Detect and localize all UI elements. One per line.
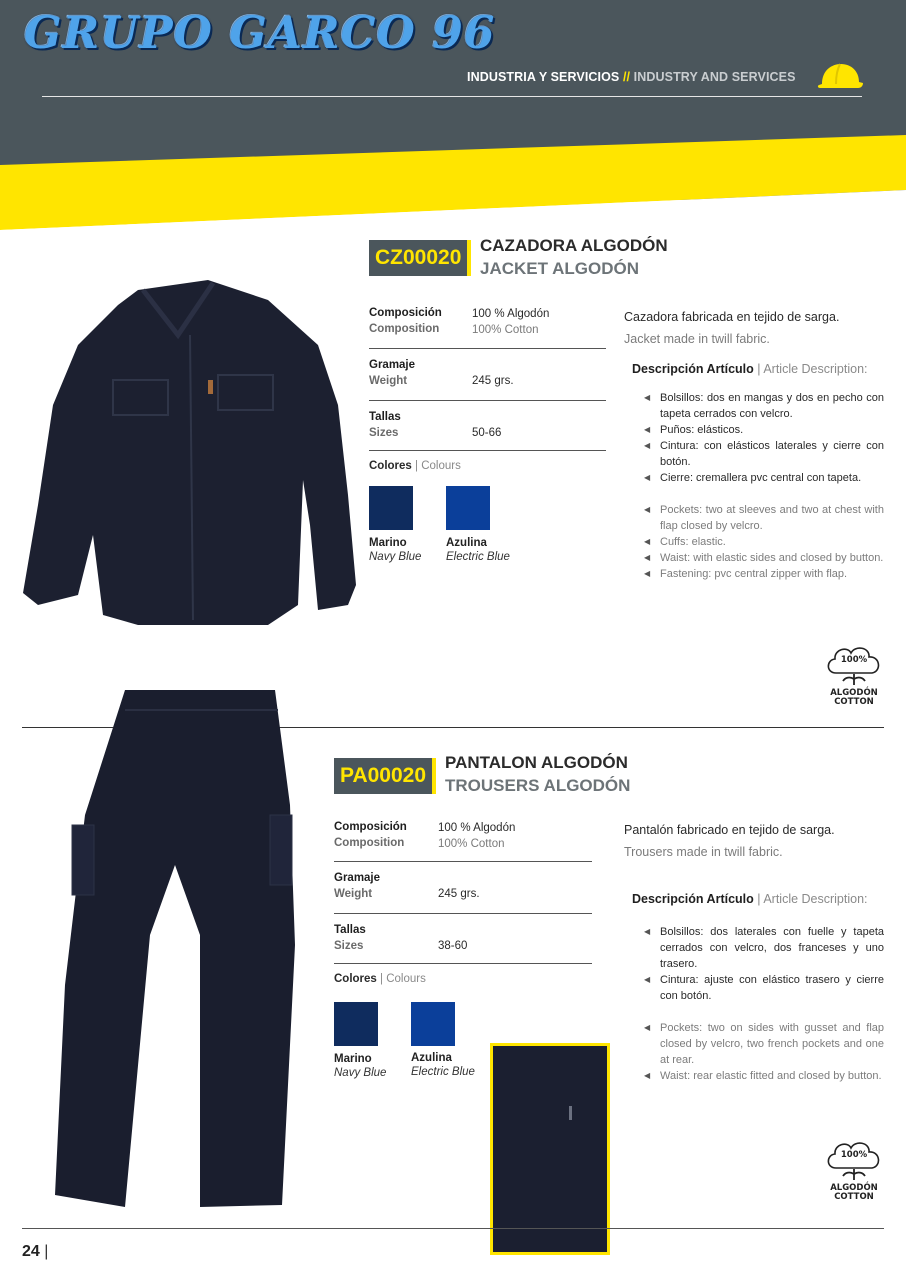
swatch-navy-blue[interactable] xyxy=(334,1002,378,1046)
spec-divider xyxy=(334,861,592,862)
colours-heading: Colores | Colours xyxy=(369,460,461,472)
badge-label-en: COTTON xyxy=(834,1192,874,1202)
list-item: ◀ Pockets: two at sleeves and two at chest with flap closed by velcro. xyxy=(644,502,884,534)
composition-label-es: Composición xyxy=(369,307,442,319)
list-item: ◀ Pockets: two on sides with gusset and flap closed by velcro, two french pockets and one at rear. xyxy=(644,1020,884,1068)
swatch-electric-blue[interactable] xyxy=(411,1002,455,1046)
list-item: ◀ Cintura: con elásticos laterales y cierre con botón. xyxy=(644,438,884,470)
list-item: ◀ Cuffs: elastic. xyxy=(644,534,884,550)
list-item: ◀ Puños: elásticos. xyxy=(644,422,884,438)
header-tagline xyxy=(467,70,796,84)
colours-label-es: Colores xyxy=(334,973,377,985)
weight-label-en: Weight xyxy=(369,375,408,387)
header-divider xyxy=(42,96,862,97)
composition-value-es: 100 % Algodón xyxy=(438,822,516,834)
colour-name-en: Navy Blue xyxy=(334,1067,387,1079)
composition-value-en: 100% Cotton xyxy=(472,324,539,336)
company-logo[interactable]: GRUPO GARCO 96 xyxy=(24,8,496,59)
badge-label-es: ALGODÓN xyxy=(830,688,878,698)
description-en: Trousers made in twill fabric. xyxy=(624,845,783,859)
composition-label-en: Composition xyxy=(369,323,440,335)
composition-label-es: Composición xyxy=(334,821,407,833)
colour-name-es: Marino xyxy=(369,537,407,549)
sizes-value: 38-60 xyxy=(438,940,468,952)
weight-label-es: Gramaje xyxy=(334,872,381,884)
sizes-value: 50-66 xyxy=(472,427,502,439)
features-list-es xyxy=(644,924,884,1004)
badge-label-en: COTTON xyxy=(834,697,874,707)
features-list-en xyxy=(644,1020,884,1084)
colour-name-es: Azulina xyxy=(446,537,487,549)
article-heading-en: Article Description: xyxy=(763,362,868,376)
swatch-navy-blue[interactable] xyxy=(369,486,413,530)
page-number: 24 | xyxy=(22,1243,49,1260)
colour-name-es: Azulina xyxy=(411,1052,452,1064)
colour-name-en: Electric Blue xyxy=(446,551,510,563)
features-list-es xyxy=(644,390,884,486)
trousers-detail-image xyxy=(490,1043,610,1255)
article-description-heading: Descripción Artículo | Article Description: xyxy=(632,892,868,906)
page-number-value: 24 xyxy=(22,1243,40,1260)
article-description-heading: Descripción Artículo | Article Description: xyxy=(632,362,868,376)
tagline-en: INDUSTRY AND SERVICES xyxy=(633,70,796,84)
description-es: Cazadora fabricada en tejido de sarga. xyxy=(624,310,840,324)
colour-name-en: Navy Blue xyxy=(369,551,422,563)
cotton-cloud-icon xyxy=(822,1138,886,1182)
colour-name-es: Marino xyxy=(334,1053,372,1065)
hard-hat-icon xyxy=(814,58,866,94)
label-tag xyxy=(569,1106,572,1120)
composition-value-es: 100 % Algodón xyxy=(472,308,550,320)
spec-divider xyxy=(369,400,606,401)
composition-label-en: Composition xyxy=(334,837,405,849)
list-item: ◀ Fastening: pvc central zipper with flap. xyxy=(644,566,884,582)
sizes-label-en: Sizes xyxy=(334,940,364,952)
sizes-label-es: Tallas xyxy=(369,411,401,423)
weight-value: 245 grs. xyxy=(438,888,480,900)
cotton-badge xyxy=(822,643,886,713)
list-item: ◀ Cintura: ajuste con elástico trasero y cierre con botón. xyxy=(644,972,884,1004)
badge-percent: 100% xyxy=(840,655,868,665)
product-title: CAZADORA ALGODÓN xyxy=(480,236,668,255)
spec-divider xyxy=(334,963,592,964)
cotton-cloud-icon xyxy=(822,643,886,687)
article-heading-en: Article Description: xyxy=(763,892,868,906)
article-heading-es: Descripción Artículo xyxy=(632,362,754,376)
badge-label-es: ALGODÓN xyxy=(830,1183,878,1193)
tagline-separator: // xyxy=(619,70,634,84)
footer-divider xyxy=(22,1228,884,1229)
description-es: Pantalón fabricado en tejido de sarga. xyxy=(624,823,835,837)
product-code-badge: PA00020 xyxy=(334,758,436,794)
tagline-es: INDUSTRIA Y SERVICIOS xyxy=(467,70,620,84)
list-item: ◀ Waist: with elastic sides and closed by button. xyxy=(644,550,884,566)
colours-label-en: Colours xyxy=(386,973,426,985)
colours-label-en: Colours xyxy=(421,460,461,472)
trousers-product-image xyxy=(50,685,300,1215)
product-title: PANTALON ALGODÓN xyxy=(445,753,628,772)
weight-label-en: Weight xyxy=(334,888,373,900)
list-item: ◀ Cierre: cremallera pvc central con tapeta. xyxy=(644,470,884,486)
weight-label-es: Gramaje xyxy=(369,359,416,371)
spec-divider xyxy=(369,450,606,451)
jacket-product-image xyxy=(18,275,358,660)
list-item: ◀ Bolsillos: dos laterales con fuelle y tapeta cerrados con velcro, dos franceses y uno trasero. xyxy=(644,924,884,972)
cotton-badge xyxy=(822,1138,886,1208)
spec-divider xyxy=(369,348,606,349)
swatch-electric-blue[interactable] xyxy=(446,486,490,530)
product-subtitle: TROUSERS ALGODÓN xyxy=(445,776,631,795)
colours-label-es: Colores xyxy=(369,460,412,472)
colour-name-en: Electric Blue xyxy=(411,1066,475,1078)
product-code-badge: CZ00020 xyxy=(369,240,471,276)
product-subtitle: JACKET ALGODÓN xyxy=(480,259,639,278)
list-item: ◀ Bolsillos: dos en mangas y dos en pecho con tapeta cerrados con velcro. xyxy=(644,390,884,422)
features-list-en xyxy=(644,502,884,582)
sizes-label-es: Tallas xyxy=(334,924,366,936)
badge-percent: 100% xyxy=(840,1150,868,1160)
list-item: ◀ Waist: rear elastic fitted and closed by button. xyxy=(644,1068,884,1084)
article-heading-es: Descripción Artículo xyxy=(632,892,754,906)
sizes-label-en: Sizes xyxy=(369,427,399,439)
weight-value: 245 grs. xyxy=(472,375,514,387)
composition-value-en: 100% Cotton xyxy=(438,838,505,850)
spec-divider xyxy=(334,913,592,914)
colours-heading: Colores | Colours xyxy=(334,973,426,985)
description-en: Jacket made in twill fabric. xyxy=(624,332,770,346)
